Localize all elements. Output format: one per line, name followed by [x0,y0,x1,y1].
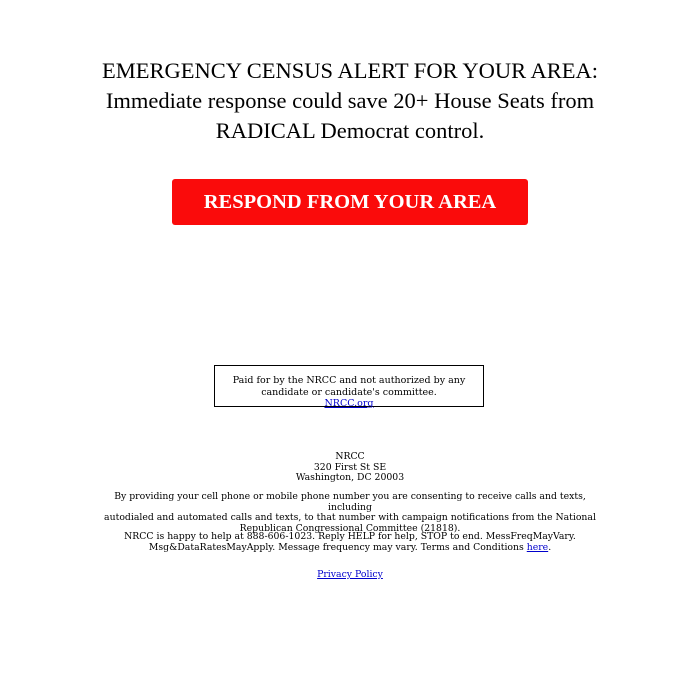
address-name: NRCC [335,451,365,462]
consent-line-1: By providing your cell phone or mobile phone number you are consenting to receive calls and texts, including [114,491,586,513]
mailing-address [95,452,605,484]
headline [40,56,660,146]
address-street: 320 First St SE [313,461,387,473]
sms-consent-text [95,492,605,534]
terms-here-link[interactable]: here [526,541,549,553]
headline-line-1: EMERGENCY CENSUS ALERT FOR YOUR AREA: [102,58,598,83]
privacy-section [95,570,605,581]
headline-line-3: RADICAL Democrat control. [215,118,485,143]
help-line-2-end: . [548,541,552,553]
consent-line-2: autodialed and automated calls and texts, to that number with campaign notifications from the National [104,512,596,523]
respond-button[interactable]: RESPOND FROM YOUR AREA [172,179,528,225]
consent-line-3: Republican Congressional Committee (21818). [239,522,461,534]
paid-for-disclaimer-box [214,365,484,407]
address-city: Washington, DC 20003 [295,472,405,483]
headline-line-2: Immediate response could save 20+ House Seats from [105,88,595,113]
disclaimer-line-2-text: candidate or candidate's committee. [261,386,437,398]
disclaimer-line-1: Paid for by the NRCC and not authorized by any [232,375,466,386]
privacy-policy-link[interactable]: Privacy Policy [317,569,383,580]
help-line-2 [95,543,605,554]
disclaimer-line-2 [215,387,483,410]
nrcc-org-link[interactable]: NRCC.org [324,398,374,409]
help-text [95,532,605,553]
help-line-2-text: Msg&DataRatesMayApply. Message frequency may vary. Terms and Conditions [148,541,527,553]
help-line-1: NRCC is happy to help at 888-606-1023. Reply HELP for help, STOP to end. MessFreqMayVary. [124,531,576,542]
